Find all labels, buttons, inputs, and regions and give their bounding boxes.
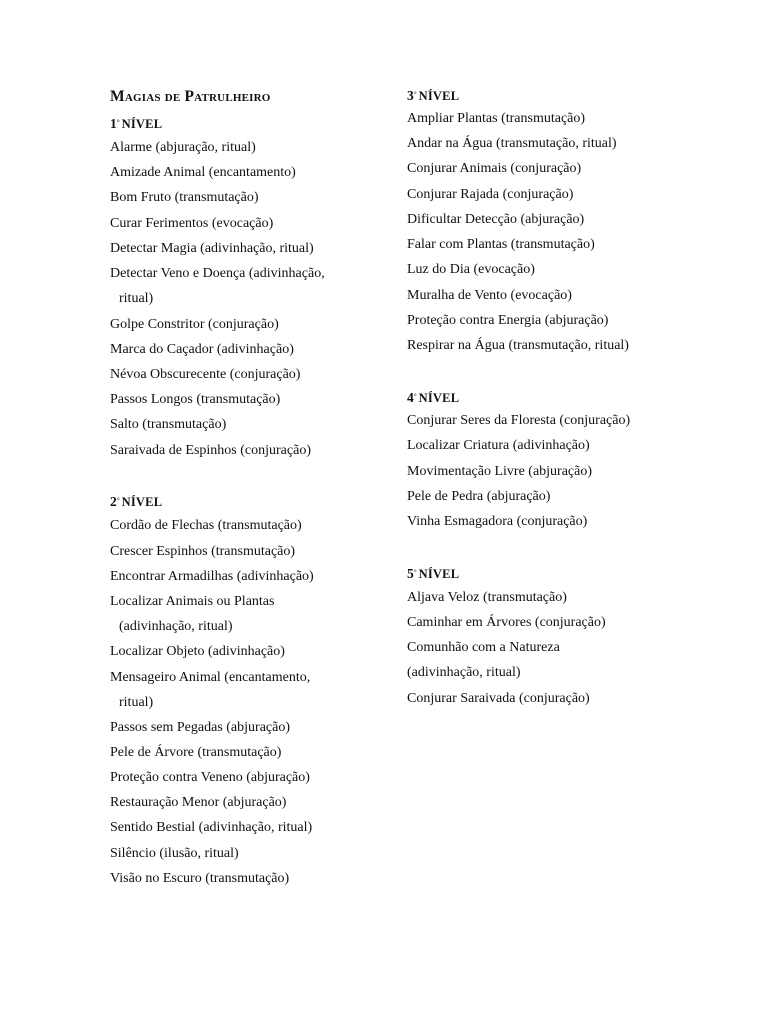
spell-item: Silêncio (ilusão, ritual) <box>110 846 239 861</box>
level-ordinal: º <box>413 392 417 401</box>
level-number: 5 <box>407 566 414 581</box>
spell-item: Respirar na Água (transmutação, ritual) <box>407 338 629 353</box>
spell-item: Caminhar em Árvores (conjuração) <box>407 615 606 630</box>
spell-item: (adivinhação, ritual) <box>407 665 521 680</box>
spell-item-continuation: (adivinhação, ritual) <box>119 619 233 634</box>
spell-item: Dificultar Detecção (abjuração) <box>407 212 585 227</box>
spell-item: Mensageiro Animal (encantamento, <box>110 670 311 685</box>
spell-item: Detectar Magia (adivinhação, ritual) <box>110 241 314 256</box>
spell-item: Andar na Água (transmutação, ritual) <box>407 136 617 151</box>
spell-item: Conjurar Saraivada (conjuração) <box>407 691 590 706</box>
spell-item: Visão no Escuro (transmutação) <box>110 871 290 886</box>
spell-item: Localizar Animais ou Plantas <box>110 594 275 609</box>
spell-item: Cordão de Flechas (transmutação) <box>110 518 302 533</box>
spell-item: Salto (transmutação) <box>110 417 227 432</box>
level-number: 3 <box>407 88 414 103</box>
level-1-heading <box>110 113 162 133</box>
spell-item: Conjurar Rajada (conjuração) <box>407 187 574 202</box>
spell-item: Ampliar Plantas (transmutação) <box>407 111 586 126</box>
level-label: NÍVEL <box>121 117 163 131</box>
spell-item: Localizar Objeto (adivinhação) <box>110 644 285 659</box>
spell-item: Marca do Caçador (adivinhação) <box>110 342 294 357</box>
level-number: 2 <box>110 494 117 509</box>
spell-item: Muralha de Vento (evocação) <box>407 288 572 303</box>
level-5-heading <box>407 563 459 583</box>
level-ordinal: º <box>413 90 417 99</box>
spell-item-continuation: ritual) <box>119 695 154 710</box>
level-2-heading <box>110 491 162 511</box>
spell-item: Pele de Pedra (abjuração) <box>407 489 551 504</box>
spell-item: Pele de Árvore (transmutação) <box>110 745 282 760</box>
spell-item: Encontrar Armadilhas (adivinhação) <box>110 569 314 584</box>
spell-item: Proteção contra Veneno (abjuração) <box>110 770 310 785</box>
level-number: 1 <box>110 116 117 131</box>
level-label: NÍVEL <box>121 495 163 509</box>
level-label: NÍVEL <box>418 391 460 405</box>
spell-item: Aljava Veloz (transmutação) <box>407 590 567 605</box>
spell-item: Vinha Esmagadora (conjuração) <box>407 514 588 529</box>
level-ordinal: º <box>116 496 120 505</box>
spell-item: Comunhão com a Natureza <box>407 640 560 655</box>
spell-item: Alarme (abjuração, ritual) <box>110 140 256 155</box>
spell-item: Detectar Veno e Doença (adivinhação, <box>110 266 325 281</box>
spell-item: Proteção contra Energia (abjuração) <box>407 313 609 328</box>
spell-item: Passos sem Pegadas (abjuração) <box>110 720 291 735</box>
level-ordinal: º <box>116 118 120 127</box>
spell-item: Passos Longos (transmutação) <box>110 392 281 407</box>
level-4-heading <box>407 387 459 407</box>
spell-item: Movimentação Livre (abjuração) <box>407 464 593 479</box>
level-number: 4 <box>407 390 414 405</box>
level-label: NÍVEL <box>418 89 460 103</box>
spell-item: Saraivada de Espinhos (conjuração) <box>110 443 311 458</box>
page-title: Magias de Patrulheiro <box>110 88 271 105</box>
spell-item: Golpe Constritor (conjuração) <box>110 317 279 332</box>
spell-item: Amizade Animal (encantamento) <box>110 165 296 180</box>
spell-item: Névoa Obscurecente (conjuração) <box>110 367 301 382</box>
spell-item: Conjurar Animais (conjuração) <box>407 161 582 176</box>
spell-item: Bom Fruto (transmutação) <box>110 190 259 205</box>
spell-item: Crescer Espinhos (transmutação) <box>110 544 296 559</box>
spell-item: Curar Ferimentos (evocação) <box>110 216 274 231</box>
level-ordinal: º <box>413 568 417 577</box>
spell-item: Luz do Dia (evocação) <box>407 262 535 277</box>
spell-item: Sentido Bestial (adivinhação, ritual) <box>110 820 313 835</box>
level-label: NÍVEL <box>418 567 460 581</box>
spell-item: Conjurar Seres da Floresta (conjuração) <box>407 413 631 428</box>
spell-item-continuation: ritual) <box>119 291 154 306</box>
spell-item: Localizar Criatura (adivinhação) <box>407 438 590 453</box>
level-3-heading <box>407 85 459 105</box>
spell-item: Falar com Plantas (transmutação) <box>407 237 595 252</box>
spell-item: Restauração Menor (abjuração) <box>110 795 287 810</box>
